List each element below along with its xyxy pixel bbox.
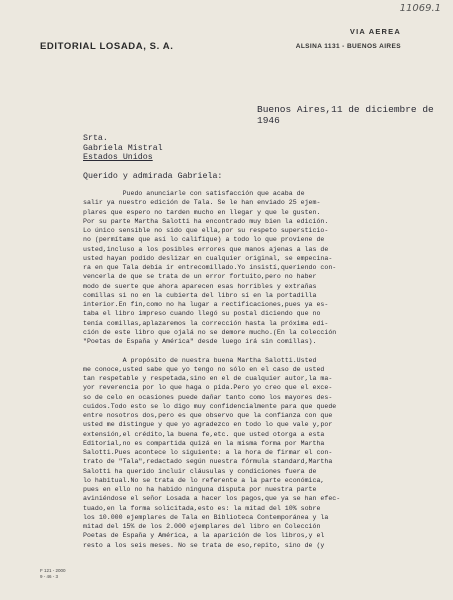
body-line: Lo único sensible no sido que ella,por su respeto supersticio- [83, 227, 329, 234]
body-line: vencerla de que se trata de un error fortuito,pero no haber [83, 273, 317, 281]
body-line: Editorial,no es compartida quizá en la misma forma por Martha [83, 439, 325, 447]
body-line: usted,incluso a los posibles errores que manos ajenas a las de [83, 245, 329, 253]
body-line: me conoce,usted sabe que yo tengo no sólo en el caso de usted [83, 365, 325, 373]
body-line: usted me distingue y que yo agradezco en todo lo que vale y,por [83, 421, 333, 429]
print-code-line-2: 9 - 46 - 3 [40, 574, 59, 579]
body-line: salir ya nuestro edición de Tala. Se le han enviado 25 ejem- [83, 199, 321, 207]
body-line: so de celo en ocasiones puede dañar tanto como los mayores des- [83, 393, 333, 401]
body-line: no (permítame que así lo califique) a todo lo que proviene de [83, 236, 325, 244]
archive-number: 11069.1 [399, 3, 441, 14]
body-line: trato de "Tala",redactado según nuestra fórmula standard,Martha [83, 458, 333, 466]
body-line: Salotti ha querido incluir cláusulas y condiciones fuera de [83, 467, 317, 475]
body-line: Poetas de España y América, a la aparición de los libros,y el [83, 532, 325, 540]
recipient-block [83, 134, 163, 163]
body-line: ra en que Tala debía ir entrecomillado.Yo insistí,queriendo con- [83, 264, 337, 271]
body-line: pues en ello no ha habido ninguna disputa por nuestra parte [83, 486, 317, 493]
letter-body [83, 189, 433, 550]
letter-date: Buenos Aires,11 de diciembre de 1946 [257, 104, 434, 126]
body-line: lo habitual.No se trata de lo referente a la parte económica, [83, 476, 325, 484]
body-line: tenía comillas,aplazaremos la corrección hasta la próxima edi- [83, 319, 329, 327]
body-line: aviniéndose el señor Losada a hacer los pagos,que ya se han efec- [83, 495, 341, 503]
body-line: A propósito de nuestra buena Martha Salotti.Usted [83, 356, 317, 364]
body-line: "Poetas de España y América" desde luego irá sin comillas). [83, 338, 317, 345]
body-line: Por su parte Martha Salotti ha encontrado muy bien la edición. [83, 217, 329, 225]
body-line: tan respetable y respetada,sino en el de cualquier autor,la ma- [83, 375, 333, 382]
company-address: ALSINA 1131 - BUENOS AIRES [295, 43, 401, 50]
body-line: taba el libro impreso cuando llegó su postal diciendo que no [83, 310, 321, 318]
body-line: extensión,el crédito,la buena fe,etc. que usted otorga a esta [83, 430, 325, 438]
body-line: tuado,en la forma solicitada,esto es: la mitad del 10% sobre [83, 504, 321, 512]
recipient-name: Gabriela Mistral [83, 143, 163, 153]
body-line [83, 346, 433, 355]
body-line: Salotti.Pues acontece lo siguiente: a la hora de firmar el con- [83, 449, 333, 456]
body-line: los 10.000 ejemplares de Tala en Biblioteca Contemporánea y la [83, 513, 329, 521]
body-line: cuidos.Todo esto se lo digo muy confidencialmente para que quede [83, 402, 337, 410]
body-line: interior.En fin,como no ha lugar a rectificaciones,pues ya es- [83, 301, 329, 308]
body-line: plares que espero no tarden mucho en llegar y que le gusten. [83, 208, 321, 216]
recipient-country: Estados Unidos [83, 153, 153, 162]
body-line: yor reverencia por lo que haga o pida.Pero yo creo que el exce- [83, 384, 333, 392]
body-line: mitad del 15% de los 2.000 ejemplares del libro en Colección [83, 523, 321, 530]
print-code-line-1: F 121 - 2000 [40, 568, 66, 573]
body-line: Puedo anunciarle con satisfacción que acaba de [83, 190, 305, 197]
cable-label: VIA AEREA [349, 27, 401, 36]
company-name: EDITORIAL LOSADA, S. A. [40, 41, 174, 52]
body-line: comillas si no en la cubierta del libro sí en la portadilla [83, 291, 317, 299]
body-line: entre nosotros dos,pero es que observo que la confianza con que [83, 412, 333, 419]
body-line: modo de suerte que ahora aparecen esas horribles y extrañas [83, 282, 317, 290]
recipient-title: Srta. [83, 134, 108, 143]
body-line: usted hayan podido deslizar en cualquier original, se empecina- [83, 254, 333, 262]
body-line: resto a los seis meses. No se trata de eso,repito, sino de (y [83, 541, 325, 549]
salutation: Querido y admirada Gabriela: [83, 172, 223, 181]
body-line: ción de este libro que ojalá no se demore mucho.(En la colección [83, 328, 337, 336]
print-code [40, 568, 66, 580]
